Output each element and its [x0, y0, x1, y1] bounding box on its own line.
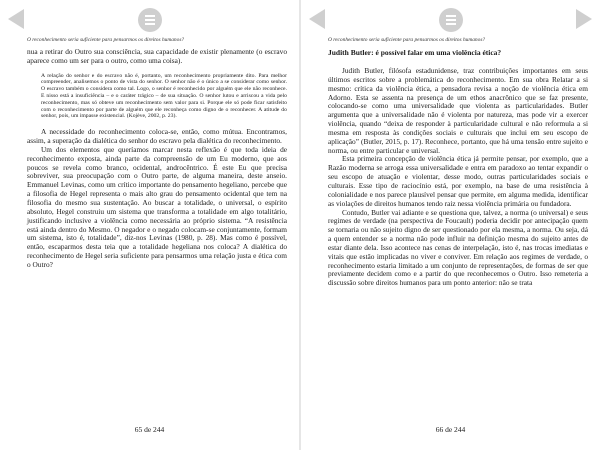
menu-line-icon	[145, 23, 155, 25]
prev-page-arrow-icon[interactable]	[8, 9, 24, 29]
right-page-content	[328, 48, 588, 288]
left-page-content	[27, 48, 287, 270]
menu-button[interactable]	[138, 8, 162, 32]
running-head: O reconhecimento seria suficiente para pensarmos os direitos humanos?	[27, 37, 185, 43]
right-toolbar	[301, 0, 600, 38]
left-toolbar	[0, 0, 299, 38]
next-page-arrow-icon[interactable]	[576, 9, 592, 29]
block-quote: A relação do senhor e do escravo não é, portanto, um reconhecimento propriamente dito. Para melhor compreender, analisemos o ponto de vista do senhor. O senhor não é o único a se considerar como senhor. O escravo também o considera como tal. Logo, o senhor é reconhecido por alguém que ele não reconhece. E nisso está a insuficiência – e o caráter trágico – de sua situação. O senhor lutou e arriscou a vida pelo reconhecimento, mas só obteve um reconhecimento sem valor para si. Porque ele só pode ficar satisfeito com o reconhecimento por parte de alguém que ele reconheça como digno de o reconhecer. A atitude do senhor, pois, um impasse existencial. (Kojève, 2002, p. 23).	[41, 72, 287, 120]
section-title: Judith Butler: é possível falar em uma violência ética?	[328, 48, 502, 57]
prev-page-arrow-icon[interactable]	[309, 9, 325, 29]
menu-line-icon	[446, 23, 456, 25]
paragraph: Judith Butler, filósofa estadunidense, traz contribuições importantes em seus últimos escritos sobre a problemática do reconhecimento. Em sua obra Relatar a si mesmo: crítica da violência ética, a pensadora revisa a noção de violência ética em Adorno. Esta se assenta na presença de um ethos anacrônico que se faz presente, colocando-se como uma universalidade que violenta as particularidades. Butler argumenta que a universalidade não é violenta por natureza, mas pode vir a exercer violência, quando “deixa de responder à particularidade cultural e não reformula a si mesma em resposta às condições sociais e culturais que inclui em seu escopo de aplicação” (Butler, 2015, p. 17). Reconhece, portanto, que há uma tensão entre sujeito e norma, ou entre particular e universal.	[328, 66, 588, 155]
menu-button[interactable]	[439, 8, 463, 32]
paragraph: Contudo, Butler vai adiante e se questiona que, talvez, a norma (o universal) e seus regimes de verdade (na perspectiva de Foucault) poderia decidir por antecipação quem se tornaria ou não sujeito digno de ser questionado por ela mesma, a norma. Ou seja, dá a quem entender se a norma não pode influir na definição mesma do sujeito antes de estar diante dela. Isso acontece nas cenas de interpelação, isto é, nas trocas imediatas e vitais que estão implicadas no viver e conviver. Em relação aos regimes de verdade, o reconhecimento estaria limitado a um conjunto de representações, de formas de ser que previamente decidem como e a partir do que reconhecemos o Outro. Isso remeteria a discussão sobre direitos humanos para um ponto anterior: não se trata	[328, 207, 588, 288]
right-page	[301, 0, 600, 450]
page-number: 65 de 244	[134, 425, 165, 434]
running-head: O reconhecimento seria suficiente para pensarmos os direitos humanos?	[328, 37, 486, 43]
menu-line-icon	[446, 15, 456, 17]
page-number: 66 de 244	[435, 425, 466, 434]
menu-line-icon	[145, 19, 155, 21]
paragraph: Um dos elementos que queríamos marcar nesta reflexão é que toda ideia de reconhecimento exposta, ainda parte da compreensão de um Eu moderno, que aos poucos se revela como branco, ocidental, androcêntrico. É este Eu que precisa sobreviver, sua preocupação com o Outro parte, de alguma maneira, deste anseio. Emmanuel Levinas, como um crítico importante do pensamento hegeliano, percebe que a filosofia de Hegel representa o mais alto grau do pensamento ocidental que tem na filosofia do mesmo sua sustentação. Ao buscar a totalidade, o universal, o espírito absoluto, Hegel construiu um sistema que transforma a totalidade em algo totalitário, justificando inclusive a violência como necessária ao próprio sistema. “A resistência está ainda dentro do Mesmo. O negador e o negado colocam-se conjuntamente, formam um sistema, isto é, totalidade”, diz-nos Levinas (1980, p. 28). Mas como é possível, então, escaparmos desta teia que a totalidade hegeliana nos coloca? A dialética do reconhecimento de Hegel seria suficiente para pensarmos uma relação justa e ética com o Outro?	[27, 144, 287, 269]
paragraph: A necessidade do reconhecimento coloca-se, então, como mútua. Encontramos, assim, a superação da dialética do senhor do escravo pela dialética do reconhecimento.	[27, 127, 287, 146]
menu-line-icon	[145, 15, 155, 17]
left-page	[0, 0, 299, 450]
menu-line-icon	[446, 19, 456, 21]
paragraph: Esta primeira concepção de violência ética já permite pensar, por exemplo, que a Razão moderna se arroga essa universalidade e entra em paradoxo ao tentar expandir o seu escopo de atuação e violentar, desse modo, outras particularidades sociais e culturais. Esse tipo de raciocínio está, por exemplo, na base de uma resistência à colonialidade e nos parece plausível pensar que permite, em alguma medida, identificar as violações de direitos humanos tendo raiz nessa violência primária ou fundadora.	[328, 154, 588, 208]
paragraph: nua a retirar do Outro sua consciência, sua capacidade de existir plenamente (o escravo aparece como um ser para o outro, como uma coisa).	[27, 47, 287, 65]
